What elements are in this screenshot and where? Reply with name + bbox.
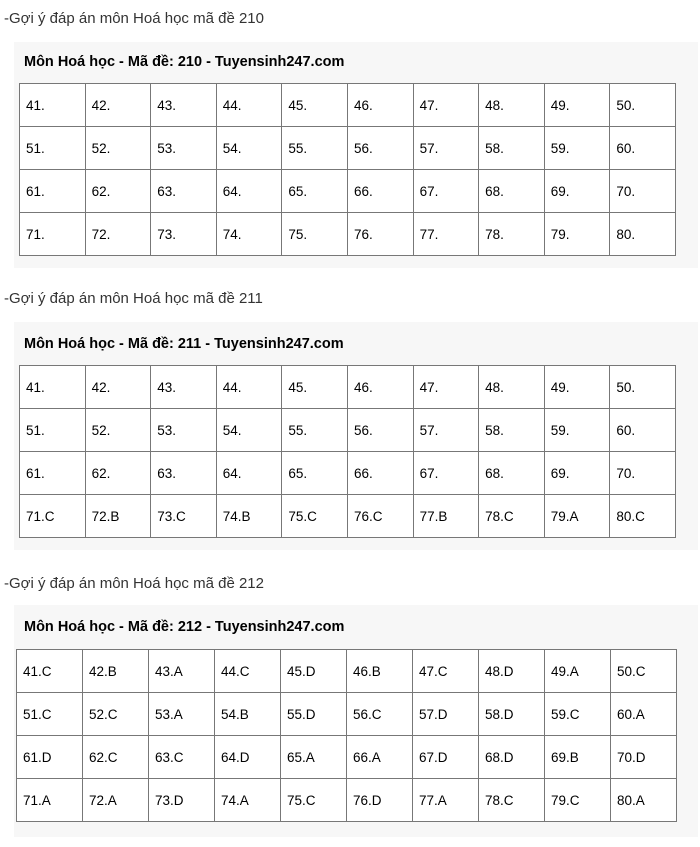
answer-cell: 66.A	[347, 736, 413, 779]
answer-cell: 51.	[20, 409, 86, 452]
answer-cell: 59.C	[545, 693, 611, 736]
answer-cell: 78.	[479, 213, 545, 256]
answer-cell: 43.A	[149, 650, 215, 693]
answer-cell: 58.	[479, 127, 545, 170]
answer-cell: 63.	[151, 452, 217, 495]
answer-cell: 59.	[544, 409, 610, 452]
answer-cell: 67.	[413, 170, 479, 213]
answer-cell: 57.	[413, 409, 479, 452]
answer-cell: 64.	[216, 452, 282, 495]
answer-cell: 46.	[347, 366, 413, 409]
table-row	[17, 779, 677, 822]
answer-cell: 65.	[282, 170, 348, 213]
answer-cell: 73.C	[151, 495, 217, 538]
answer-cell: 67.	[413, 452, 479, 495]
answer-cell: 51.	[20, 127, 86, 170]
answer-cell: 50.	[610, 366, 676, 409]
answer-cell: 45.	[282, 84, 348, 127]
table-row	[20, 170, 676, 213]
answer-cell: 75.	[282, 213, 348, 256]
answer-cell: 45.	[282, 366, 348, 409]
answer-cell: 49.	[544, 84, 610, 127]
answer-cell: 54.	[216, 127, 282, 170]
answer-cell: 44.	[216, 84, 282, 127]
answer-cell: 70.D	[611, 736, 677, 779]
answer-cell: 44.	[216, 366, 282, 409]
answer-cell: 48.	[479, 366, 545, 409]
answer-cell: 69.B	[545, 736, 611, 779]
answer-cell: 79.C	[545, 779, 611, 822]
answer-cell: 52.	[85, 409, 151, 452]
panel-title-211: Môn Hoá học - Mã đề: 211 - Tuyensinh247.com	[24, 336, 344, 352]
answer-cell: 60.	[610, 409, 676, 452]
answer-cell: 74.A	[215, 779, 281, 822]
answer-cell: 76.D	[347, 779, 413, 822]
answer-cell: 79.	[544, 213, 610, 256]
answer-cell: 80.C	[610, 495, 676, 538]
answer-cell: 66.	[347, 452, 413, 495]
answer-cell: 70.	[610, 170, 676, 213]
answer-cell: 43.	[151, 84, 217, 127]
answer-cell: 77.	[413, 213, 479, 256]
answer-cell: 73.	[151, 213, 217, 256]
section-heading-211: -Gợi ý đáp án môn Hoá học mã đề 211	[4, 290, 263, 307]
answer-cell: 50.	[610, 84, 676, 127]
table-row	[20, 495, 676, 538]
answer-cell: 47.C	[413, 650, 479, 693]
panel-title-210: Môn Hoá học - Mã đề: 210 - Tuyensinh247.com	[24, 54, 345, 70]
answer-table-210	[19, 83, 676, 256]
answer-cell: 78.C	[479, 779, 545, 822]
answer-cell: 55.	[282, 127, 348, 170]
answer-cell: 72.B	[85, 495, 151, 538]
answer-cell: 49.A	[545, 650, 611, 693]
section-heading-212: -Gợi ý đáp án môn Hoá học mã đề 212	[4, 575, 264, 592]
answer-cell: 77.A	[413, 779, 479, 822]
answer-cell: 72.	[85, 213, 151, 256]
answer-cell: 52.	[85, 127, 151, 170]
answer-cell: 53.A	[149, 693, 215, 736]
answer-cell: 61.	[20, 170, 86, 213]
answer-cell: 63.C	[149, 736, 215, 779]
answer-cell: 44.C	[215, 650, 281, 693]
answer-cell: 58.	[479, 409, 545, 452]
answer-cell: 57.	[413, 127, 479, 170]
table-row	[20, 409, 676, 452]
panel-title-212: Môn Hoá học - Mã đề: 212 - Tuyensinh247.com	[24, 619, 345, 635]
answer-cell: 68.	[479, 170, 545, 213]
answer-cell: 74.	[216, 213, 282, 256]
answer-cell: 56.	[347, 127, 413, 170]
answer-cell: 47.	[413, 366, 479, 409]
answer-cell: 76.C	[347, 495, 413, 538]
answer-cell: 76.	[347, 213, 413, 256]
answer-cell: 61.D	[17, 736, 83, 779]
answer-cell: 68.D	[479, 736, 545, 779]
answer-cell: 57.D	[413, 693, 479, 736]
answer-cell: 77.B	[413, 495, 479, 538]
answer-panel-210	[14, 42, 698, 268]
answer-cell: 53.	[151, 409, 217, 452]
table-row	[17, 650, 677, 693]
answer-cell: 51.C	[17, 693, 83, 736]
answer-cell: 42.	[85, 366, 151, 409]
answer-cell: 80.A	[611, 779, 677, 822]
answer-cell: 56.C	[347, 693, 413, 736]
answer-cell: 64.	[216, 170, 282, 213]
answer-cell: 50.C	[611, 650, 677, 693]
table-row	[20, 127, 676, 170]
answer-cell: 60.A	[611, 693, 677, 736]
answer-cell: 54.B	[215, 693, 281, 736]
answer-cell: 74.B	[216, 495, 282, 538]
answer-cell: 53.	[151, 127, 217, 170]
answer-cell: 62.C	[83, 736, 149, 779]
section-heading-210: -Gợi ý đáp án môn Hoá học mã đề 210	[4, 10, 264, 27]
table-row	[20, 366, 676, 409]
answer-cell: 63.	[151, 170, 217, 213]
answer-table-212	[16, 649, 677, 822]
answer-cell: 60.	[610, 127, 676, 170]
answer-cell: 71.C	[20, 495, 86, 538]
answer-cell: 55.D	[281, 693, 347, 736]
answer-cell: 48.D	[479, 650, 545, 693]
answer-cell: 52.C	[83, 693, 149, 736]
answer-cell: 64.D	[215, 736, 281, 779]
answer-cell: 66.	[347, 170, 413, 213]
answer-cell: 46.	[347, 84, 413, 127]
table-row	[20, 213, 676, 256]
answer-cell: 73.D	[149, 779, 215, 822]
answer-cell: 69.	[544, 170, 610, 213]
answer-cell: 41.	[20, 366, 86, 409]
answer-cell: 62.	[85, 452, 151, 495]
answer-cell: 47.	[413, 84, 479, 127]
answer-cell: 72.A	[83, 779, 149, 822]
answer-cell: 42.B	[83, 650, 149, 693]
answer-cell: 78.C	[479, 495, 545, 538]
answer-cell: 58.D	[479, 693, 545, 736]
answer-cell: 54.	[216, 409, 282, 452]
answer-cell: 68.	[479, 452, 545, 495]
table-row	[20, 452, 676, 495]
answer-panel-211	[14, 322, 698, 550]
answer-cell: 45.D	[281, 650, 347, 693]
answer-cell: 75.C	[282, 495, 348, 538]
answer-panel-212	[14, 605, 698, 837]
answer-cell: 79.A	[544, 495, 610, 538]
answer-table-211	[19, 365, 676, 538]
answer-cell: 65.A	[281, 736, 347, 779]
table-row	[17, 736, 677, 779]
answer-cell: 49.	[544, 366, 610, 409]
answer-cell: 59.	[544, 127, 610, 170]
answer-cell: 48.	[479, 84, 545, 127]
answer-cell: 41.C	[17, 650, 83, 693]
answer-cell: 41.	[20, 84, 86, 127]
answer-cell: 70.	[610, 452, 676, 495]
answer-cell: 65.	[282, 452, 348, 495]
answer-cell: 56.	[347, 409, 413, 452]
answer-cell: 71.	[20, 213, 86, 256]
answer-cell: 42.	[85, 84, 151, 127]
answer-cell: 75.C	[281, 779, 347, 822]
answer-cell: 71.A	[17, 779, 83, 822]
answer-cell: 62.	[85, 170, 151, 213]
answer-cell: 43.	[151, 366, 217, 409]
answer-cell: 80.	[610, 213, 676, 256]
answer-cell: 67.D	[413, 736, 479, 779]
table-row	[17, 693, 677, 736]
answer-cell: 46.B	[347, 650, 413, 693]
table-row	[20, 84, 676, 127]
answer-cell: 55.	[282, 409, 348, 452]
answer-cell: 69.	[544, 452, 610, 495]
answer-cell: 61.	[20, 452, 86, 495]
